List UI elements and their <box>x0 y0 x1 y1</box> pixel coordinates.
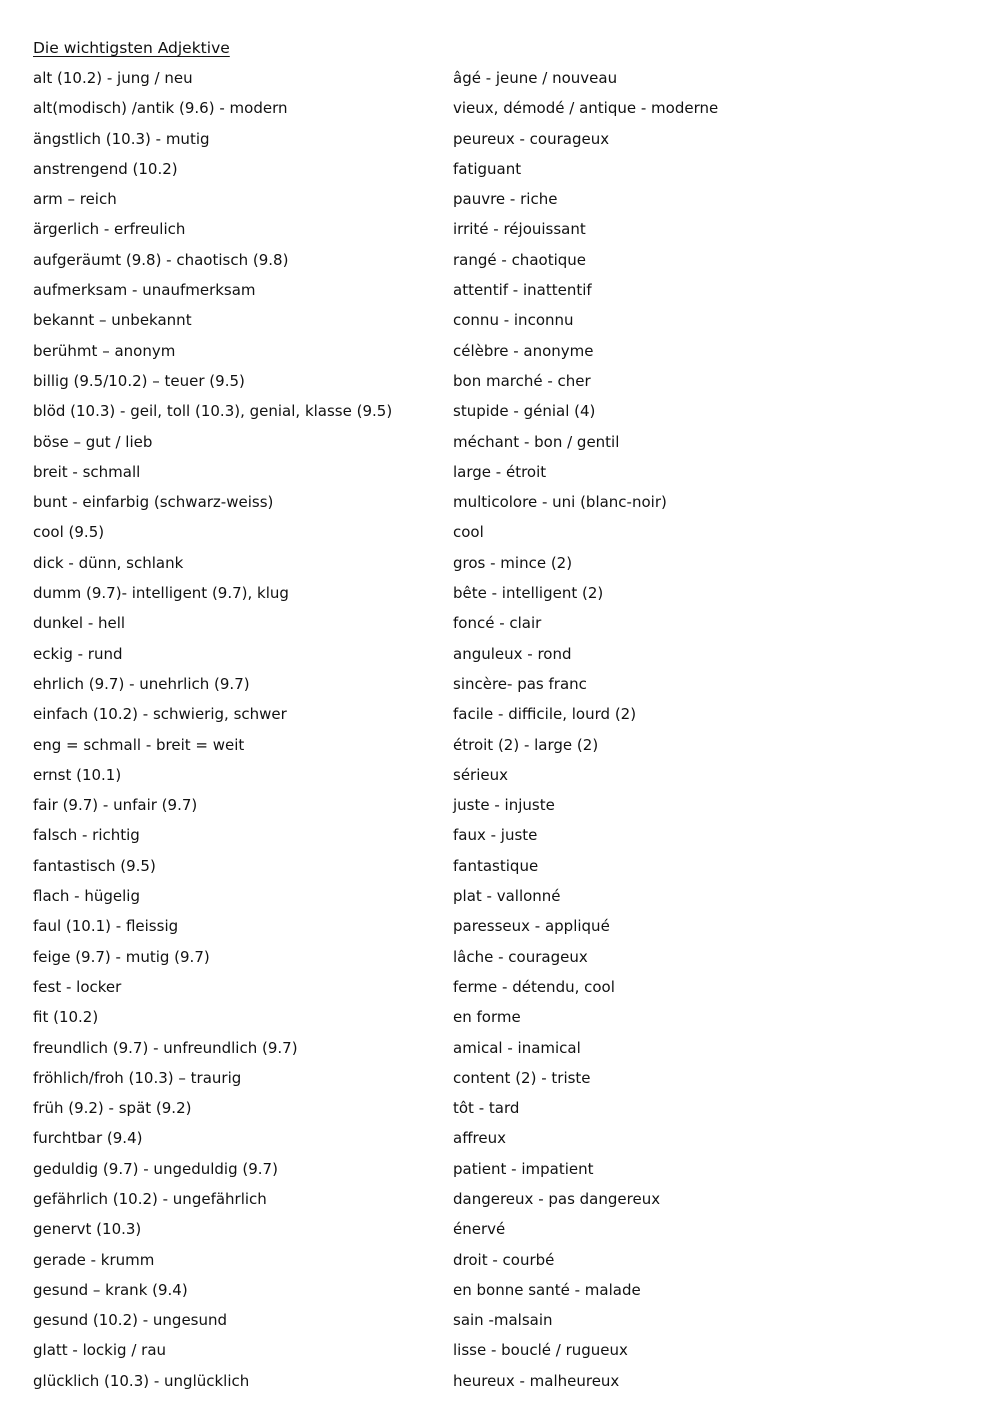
french-term: énervé <box>453 1220 506 1239</box>
vocab-row <box>33 760 980 790</box>
french-term: connu - inconnu <box>453 311 574 330</box>
vocab-row <box>33 1335 980 1365</box>
german-term: ehrlich (9.7) - unehrlich (9.7) <box>33 674 250 693</box>
german-term: genervt (10.3) <box>33 1220 142 1239</box>
french-term: plat - vallonné <box>453 887 561 906</box>
vocab-row <box>33 1275 980 1305</box>
french-term: sain -malsain <box>453 1311 553 1330</box>
french-term: en forme <box>453 1008 521 1027</box>
german-term: früh (9.2) - spät (9.2) <box>33 1099 192 1118</box>
french-term: méchant - bon / gentil <box>453 432 620 451</box>
french-term: large - étroit <box>453 462 547 481</box>
german-term: gesund (10.2) - ungesund <box>33 1311 228 1330</box>
german-term: feige (9.7) - mutig (9.7) <box>33 947 210 966</box>
vocab-row <box>33 1123 980 1153</box>
french-term: tôt - tard <box>453 1099 520 1118</box>
french-term: fantastique <box>453 856 539 875</box>
vocab-row <box>33 851 980 881</box>
vocab-row <box>33 699 980 729</box>
vocab-row <box>33 548 980 578</box>
vocab-row <box>33 1245 980 1275</box>
vocab-row <box>33 1184 980 1214</box>
french-term: faux - juste <box>453 826 538 845</box>
french-term: affreux <box>453 1129 506 1148</box>
vocab-row <box>33 578 980 608</box>
page-title: Die wichtigsten Adjektive <box>33 39 230 57</box>
vocab-row <box>33 93 980 123</box>
german-term: dumm (9.7)- intelligent (9.7), klug <box>33 584 289 603</box>
german-term: freundlich (9.7) - unfreundlich (9.7) <box>33 1038 298 1057</box>
vocab-row <box>33 275 980 305</box>
vocab-row <box>33 305 980 335</box>
german-term: bunt - einfarbig (schwarz-weiss) <box>33 493 274 512</box>
vocab-row <box>33 1033 980 1063</box>
vocab-row <box>33 184 980 214</box>
german-term: blöd (10.3) - geil, toll (10.3), genial, klasse (9.5) <box>33 402 393 421</box>
german-term: alt(modisch) /antik (9.6) - modern <box>33 99 288 118</box>
french-term: fatiguant <box>453 159 522 178</box>
vocab-row <box>33 396 980 426</box>
french-term: en bonne santé - malade <box>453 1280 641 1299</box>
german-term: dunkel - hell <box>33 614 126 633</box>
german-term: ärgerlich - erfreulich <box>33 220 186 239</box>
french-term: heureux - malheureux <box>453 1371 620 1390</box>
french-term: étroit (2) - large (2) <box>453 735 599 754</box>
vocab-row <box>33 1214 980 1244</box>
vocab-row <box>33 1063 980 1093</box>
french-term: lisse - bouclé / rugueux <box>453 1341 628 1360</box>
french-term: attentif - inattentif <box>453 281 592 300</box>
vocab-row <box>33 154 980 184</box>
german-term: fantastisch (9.5) <box>33 856 156 875</box>
french-term: amical - inamical <box>453 1038 581 1057</box>
vocab-row <box>33 245 980 275</box>
french-term: patient - impatient <box>453 1159 594 1178</box>
german-term: ängstlich (10.3) - mutig <box>33 129 210 148</box>
vocab-row <box>33 63 980 93</box>
german-term: ernst (10.1) <box>33 765 122 784</box>
german-term: gesund – krank (9.4) <box>33 1280 188 1299</box>
french-term: irrité - réjouissant <box>453 220 586 239</box>
french-term: célèbre - anonyme <box>453 341 594 360</box>
german-term: breit - schmall <box>33 462 141 481</box>
vocab-row <box>33 820 980 850</box>
french-term: juste - injuste <box>453 796 555 815</box>
vocab-row <box>33 336 980 366</box>
vocab-row <box>33 1366 980 1396</box>
french-term: sérieux <box>453 765 508 784</box>
german-term: gefährlich (10.2) - ungefährlich <box>33 1189 267 1208</box>
german-term: fair (9.7) - unfair (9.7) <box>33 796 198 815</box>
french-term: pauvre - riche <box>453 190 558 209</box>
vocab-list <box>33 63 980 1396</box>
french-term: âgé - jeune / nouveau <box>453 69 618 87</box>
german-term: billig (9.5/10.2) – teuer (9.5) <box>33 371 245 390</box>
vocab-row <box>33 1093 980 1123</box>
german-term: böse – gut / lieb <box>33 432 153 451</box>
vocab-row <box>33 608 980 638</box>
german-term: aufmerksam - unaufmerksam <box>33 281 256 300</box>
vocab-row <box>33 1002 980 1032</box>
vocab-row <box>33 881 980 911</box>
vocab-row <box>33 517 980 547</box>
french-term: cool <box>453 523 484 542</box>
vocab-row <box>33 911 980 941</box>
german-term: bekannt – unbekannt <box>33 311 192 330</box>
french-term: dangereux - pas dangereux <box>453 1189 661 1208</box>
german-term: aufgeräumt (9.8) - chaotisch (9.8) <box>33 250 289 269</box>
french-term: bête - intelligent (2) <box>453 584 604 603</box>
french-term: lâche - courageux <box>453 947 588 966</box>
german-term: eng = schmall - breit = weit <box>33 735 245 754</box>
german-term: eckig - rund <box>33 644 123 663</box>
german-term: furchtbar (9.4) <box>33 1129 143 1148</box>
french-term: gros - mince (2) <box>453 553 573 572</box>
french-term: foncé - clair <box>453 614 542 633</box>
vocab-row <box>33 1305 980 1335</box>
vocab-row <box>33 487 980 517</box>
french-term: bon marché - cher <box>453 371 591 390</box>
german-term: glatt - lockig / rau <box>33 1341 167 1360</box>
french-term: stupide - génial (4) <box>453 402 596 421</box>
german-term: fest - locker <box>33 977 122 996</box>
german-term: einfach (10.2) - schwierig, schwer <box>33 705 287 724</box>
german-term: falsch - richtig <box>33 826 140 845</box>
german-term: arm – reich <box>33 190 117 209</box>
french-term: droit - courbé <box>453 1250 555 1269</box>
french-term: anguleux - rond <box>453 644 572 663</box>
vocab-row <box>33 790 980 820</box>
french-term: sincère- pas franc <box>453 674 587 693</box>
vocab-row <box>33 972 980 1002</box>
german-term: glücklich (10.3) - unglücklich <box>33 1371 250 1390</box>
german-term: cool (9.5) <box>33 523 105 542</box>
vocab-row <box>33 669 980 699</box>
french-term: facile - difficile, lourd (2) <box>453 705 637 724</box>
vocab-row <box>33 427 980 457</box>
german-term: geduldig (9.7) - ungeduldig (9.7) <box>33 1159 278 1178</box>
french-term: multicolore - uni (blanc-noir) <box>453 493 667 512</box>
german-term: faul (10.1) - fleissig <box>33 917 179 936</box>
vocab-row <box>33 639 980 669</box>
french-term: rangé - chaotique <box>453 250 586 269</box>
german-term: berühmt – anonym <box>33 341 176 360</box>
vocab-row <box>33 124 980 154</box>
french-term: peureux - courageux <box>453 129 610 148</box>
german-term: flach - hügelig <box>33 887 140 906</box>
french-term: ferme - détendu, cool <box>453 977 615 996</box>
vocab-row <box>33 730 980 760</box>
german-term: alt (10.2) - jung / neu <box>33 69 193 87</box>
german-term: fit (10.2) <box>33 1008 99 1027</box>
french-term: paresseux - appliqué <box>453 917 610 936</box>
vocab-row <box>33 942 980 972</box>
german-term: dick - dünn, schlank <box>33 553 184 572</box>
french-term: vieux, démodé / antique - moderne <box>453 99 719 118</box>
german-term: fröhlich/froh (10.3) – traurig <box>33 1068 242 1087</box>
german-term: anstrengend (10.2) <box>33 159 178 178</box>
vocab-row <box>33 214 980 244</box>
vocab-row <box>33 457 980 487</box>
german-term: gerade - krumm <box>33 1250 155 1269</box>
vocab-row <box>33 366 980 396</box>
vocab-row <box>33 1154 980 1184</box>
french-term: content (2) - triste <box>453 1068 591 1087</box>
